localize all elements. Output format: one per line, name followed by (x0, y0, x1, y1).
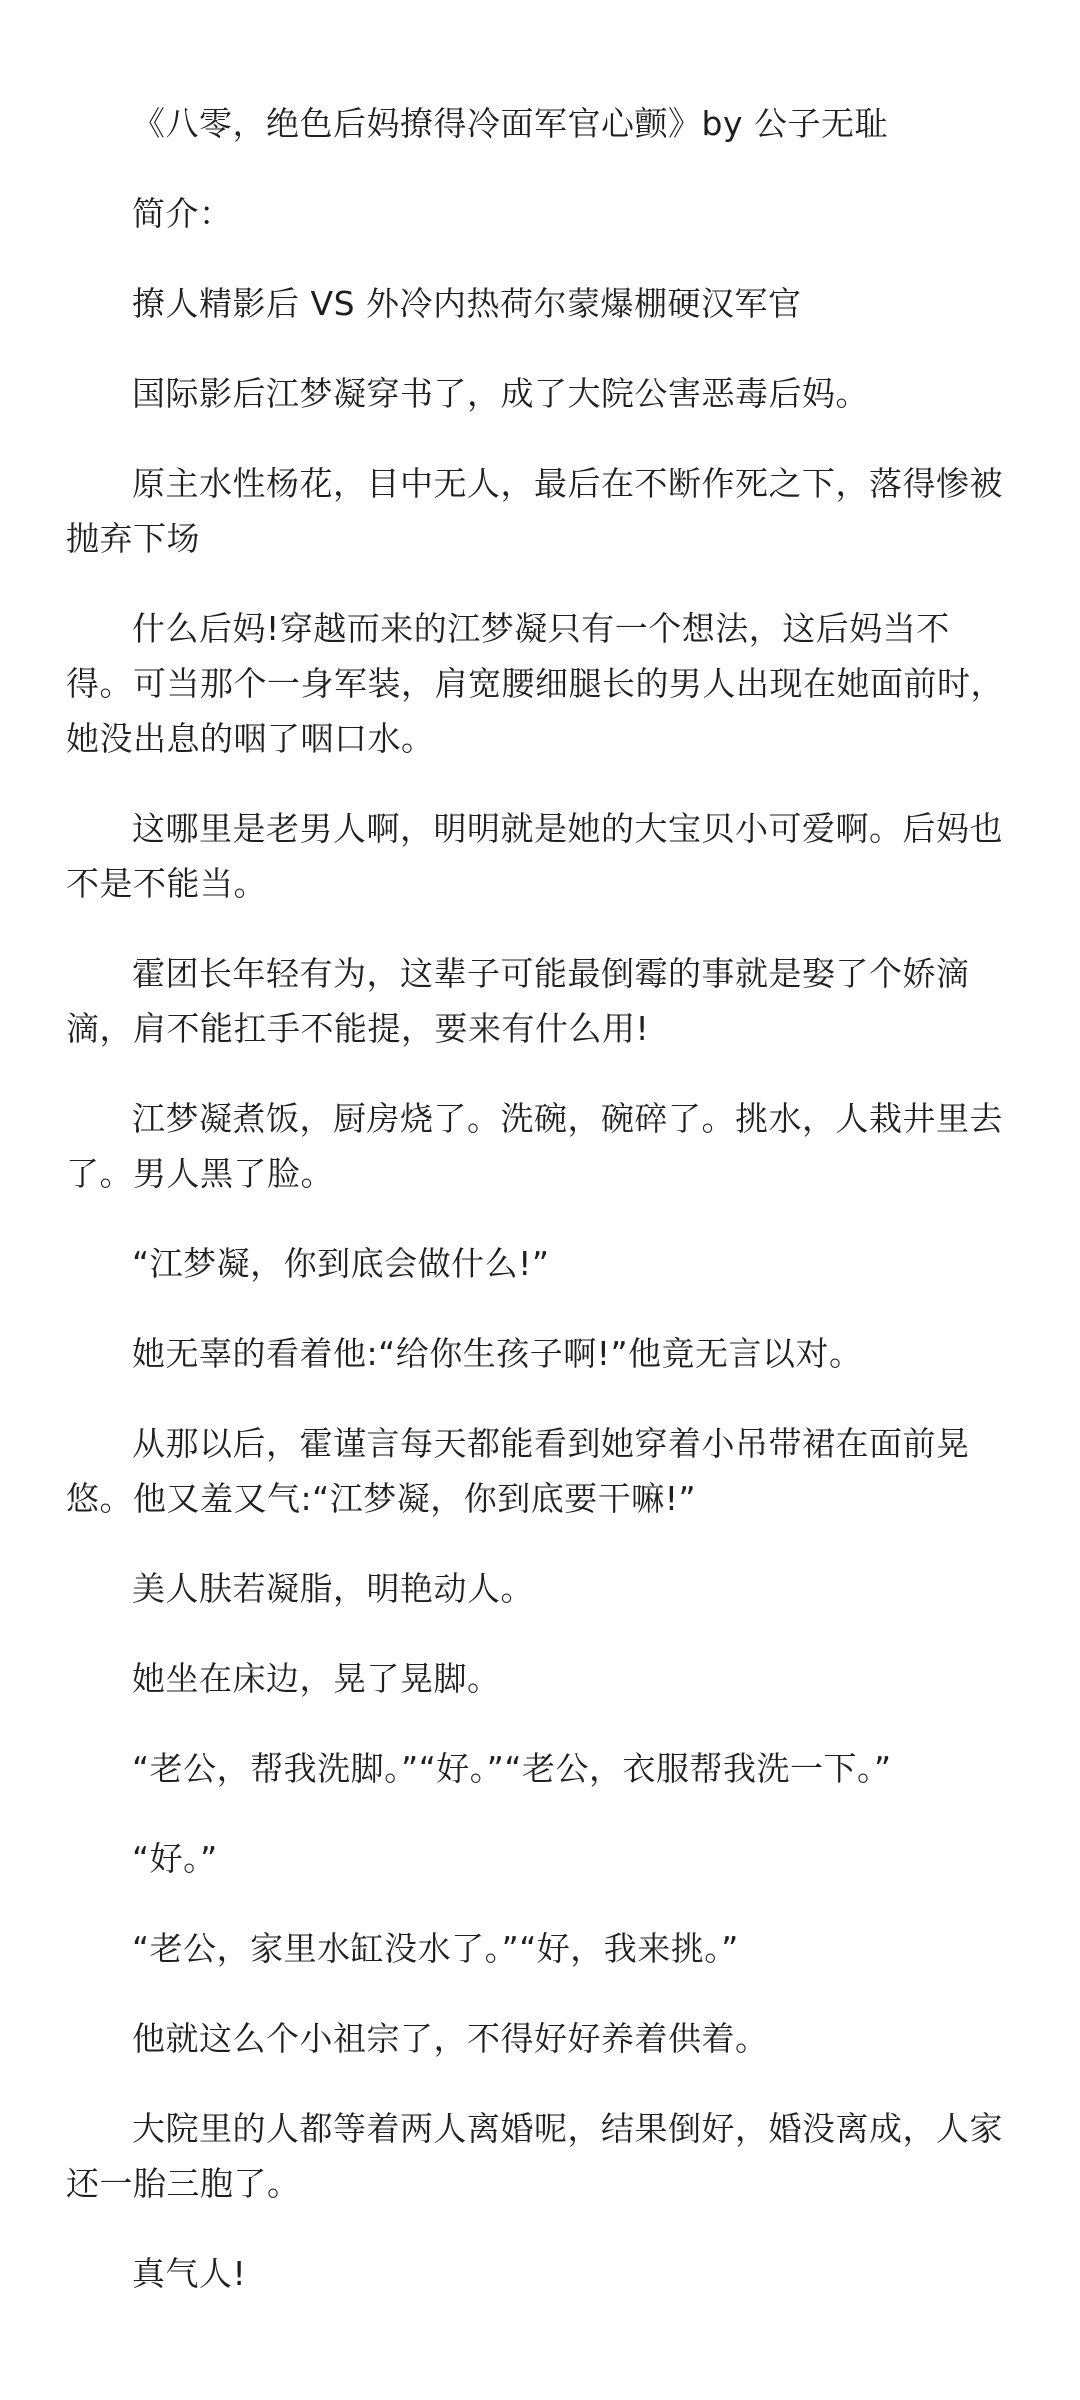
paragraph: 什么后妈!穿越而来的江梦凝只有一个想法，这后妈当不得。可当那个一身军装，肩宽腰细腿长的男人出现在她面前时，她没出息的咽了咽口水。 (66, 609, 1004, 758)
paragraph: 美人肤若凝脂，明艳动人。 (132, 1569, 534, 1608)
paragraph: 真气人! (132, 2254, 247, 2293)
paragraph: 她无辜的看着他:“给你生孩子啊!”他竟无言以对。 (132, 1334, 863, 1373)
intro-heading: 简介： (132, 194, 233, 233)
paragraph: 从那以后，霍谨言每天都能看到她穿着小吊带裙在面前晃悠。他又羞又气:“江梦凝，你到底要干嘛!” (66, 1424, 970, 1518)
paragraph: “老公，家里水缸没水了。”“好，我来挑。” (132, 1929, 739, 1968)
article-body (66, 96, 1016, 2336)
paragraph: 大院里的人都等着两人离婚呢，结果倒好，婚没离成，人家还一胎三胞了。 (66, 2109, 1003, 2203)
paragraph: “好。” (132, 1839, 218, 1878)
paragraph: 他就这么个小祖宗了，不得好好养着供着。 (132, 2019, 769, 2058)
paragraph: 她坐在床边，晃了晃脚。 (132, 1659, 501, 1698)
paragraph: “老公，帮我洗脚。”“好。”“老公，衣服帮我洗一下。” (132, 1749, 892, 1788)
paragraph: 撩人精影后 VS 外冷内热荷尔蒙爆棚硬汉军官 (132, 284, 802, 323)
paragraph: 原主水性杨花，目中无人，最后在不断作死之下，落得惨被抛弃下场 (66, 464, 1003, 558)
paragraph: 这哪里是老男人啊，明明就是她的大宝贝小可爱啊。后妈也不是不能当。 (66, 809, 1003, 903)
paragraph: 霍团长年轻有为，这辈子可能最倒霉的事就是娶了个娇滴滴，肩不能扛手不能提，要来有什么用! (66, 954, 970, 1048)
book-title: 《八零，绝色后妈撩得冷面军官心颤》by 公子无耻 (132, 104, 888, 143)
paragraph: “江梦凝，你到底会做什么!” (132, 1244, 550, 1283)
paragraph: 江梦凝煮饭，厨房烧了。洗碗，碗碎了。挑水，人栽井里去了。男人黑了脸。 (66, 1099, 1003, 1193)
paragraph: 国际影后江梦凝穿书了，成了大院公害恶毒后妈。 (132, 374, 869, 413)
